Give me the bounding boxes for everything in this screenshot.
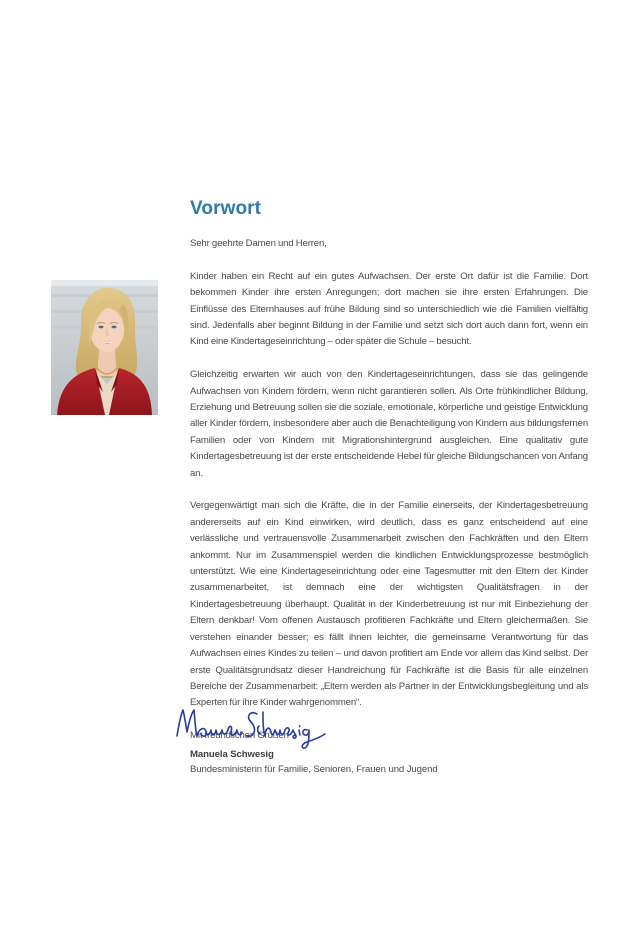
paragraph-cooperation: Vergegenwärtigt man sich die Kräfte, die in der Familie einerseits, der Kindertagesbetreuung andererseits auf ein Kind einwirken, wird deutlich, dass es ganz entscheidend auf eine verlässliche und vertrauensvolle Zusammenarbeit zwischen den Fachkräften und den Eltern ankommt. Nur im Zusammenspiel werden die kindlichen Entwicklungsprozesse bestmöglich unterstützt. Wie eine Kindertageseinrichtung oder eine Tagesmutter mit den Eltern der Kinder zusammenarbeitet, ist demnach eine der wichtigsten Qualitätsfragen in der Kindertagesbetreuung überhaupt. Qualität in der Kinderbetreuung ist nur mit Einbeziehung der Eltern denkbar! Vom offenen Austausch profitieren Fachkräfte und Eltern gleichermaßen. Sie verstehen einander besser; es fällt ihnen leichter, die gemeinsame Verantwortung für das Aufwachsen eines Kindes zu teilen – und davon profitiert am Ende vor allem das Kind selbst. Der erste Qualitätsgrundsatz dieser Handreichung für Fachkräfte ist die Basis für alle einzelnen Bereiche der Zusammenarbeit: „Eltern werden als Partner in der Entwicklungsbegleitung und als Experten für ihre Kinder wahrgenommen“. xyxy=(190,500,588,709)
salutation: Sehr geehrte Damen und Herren, xyxy=(190,238,327,249)
foreword-content xyxy=(190,198,588,761)
paragraph-daycare: Gleichzeitig erwarten wir auch von den Kindertageseinrichtungen, dass sie das gelingende Aufwachsen von Kindern fördern, wenn nicht garantieren sollen. Als Orte frühkindlicher Bildung, Erziehung und Betreuung sollen sie die soziale, emotionale, körperliche und geistige Entwicklung aller Kinder fördern, insbesondere aber auch die Benachteiligung von Kindern aus bildungsfernen Familien oder von Kindern mit Migrationshintergrund ausgleichen. Eine qualitativ gute Kindertagesbetreuung ist der erste entscheidende Hebel für gleiche Bildungschancen von Anfang an. xyxy=(190,369,588,479)
paragraph-family: Kinder haben ein Recht auf ein gutes Aufwachsen. Der erste Ort dafür ist die Familie. Dort bekommen Kinder ihre ersten Anregungen; dort machen sie ihre ersten Erfahrungen. Die Einflüsse des Elternhauses auf frühe Bildung sind so unterschiedlich wie die Familien vielfältig sind. Jedenfalls aber beginnt Bildung in der Familie und setzt sich dort auch dann fort, wenn ein Kind eine Kindertageseinrichtung – oder später die Schule – besucht. xyxy=(190,270,588,348)
author-portrait xyxy=(51,280,158,415)
closing-greeting: Mit freundlichen Grüßen xyxy=(190,730,289,742)
signer-role: Bundesministerin für Familie, Senioren, Frauen und Jugend xyxy=(190,764,438,775)
page-title: Vorwort xyxy=(190,198,262,219)
signer-name: Manuela Schwesig xyxy=(190,749,274,760)
handwritten-signature xyxy=(173,702,333,752)
